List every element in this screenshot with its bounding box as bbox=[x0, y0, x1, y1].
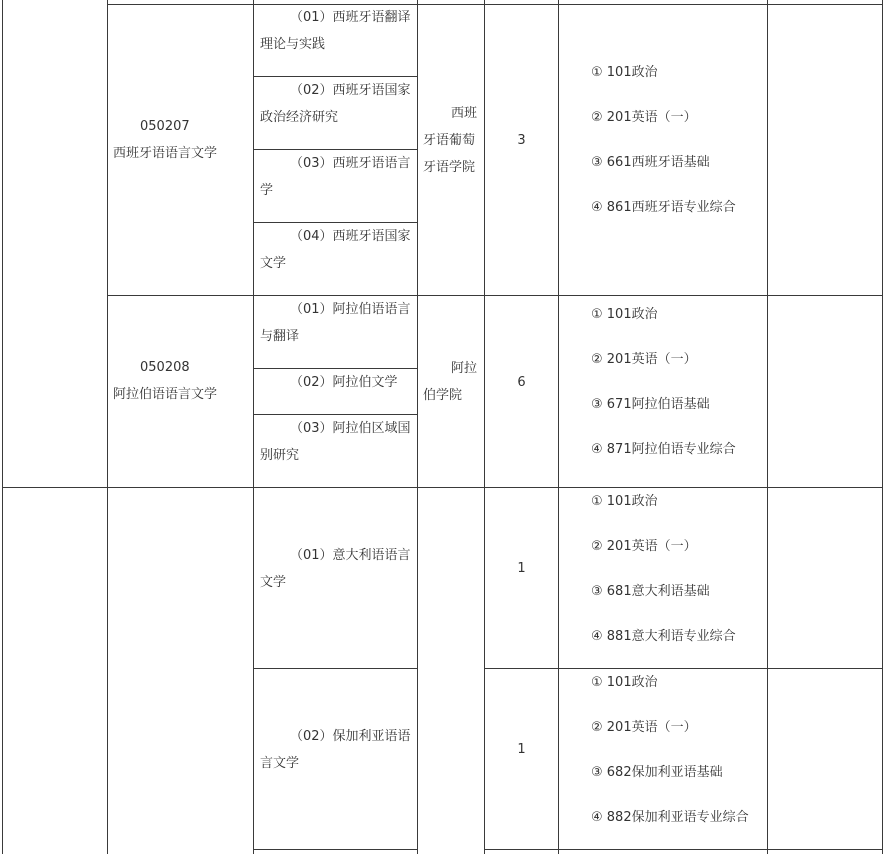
column-divider bbox=[107, 0, 108, 854]
school-line: 伯学院 bbox=[423, 388, 463, 403]
direction-line: （01）阿拉伯语语言 bbox=[290, 302, 411, 317]
column-divider bbox=[558, 0, 559, 854]
school-line: 牙语学院 bbox=[423, 160, 476, 175]
exam-subject: ③ 681意大利语基础 bbox=[591, 584, 710, 599]
exam-subject: ② 201英语（一） bbox=[591, 110, 697, 125]
direction-line: 学 bbox=[260, 183, 274, 198]
exam-subject: ② 201英语（一） bbox=[591, 539, 697, 554]
exam-subject: ③ 661西班牙语基础 bbox=[591, 155, 710, 170]
research-direction bbox=[260, 415, 411, 469]
direction-line: 与翻译 bbox=[260, 329, 300, 344]
exam-subject: ④ 861西班牙语专业综合 bbox=[591, 200, 736, 215]
research-direction bbox=[260, 4, 411, 58]
exam-subject: ④ 871阿拉伯语专业综合 bbox=[591, 442, 736, 457]
major-name: 阿拉伯语语言文学 bbox=[113, 387, 218, 402]
school-name bbox=[423, 355, 477, 409]
exam-subject: ④ 881意大利语专业综合 bbox=[591, 629, 736, 644]
exam-subject: ④ 882保加利亚语专业综合 bbox=[591, 810, 749, 825]
exam-subject: ② 201英语（一） bbox=[591, 720, 697, 735]
direction-line: （01）意大利语语言 bbox=[290, 548, 411, 563]
row-divider bbox=[107, 295, 883, 296]
row-divider bbox=[107, 4, 883, 5]
direction-line: （02）保加利亚语语 bbox=[290, 729, 411, 744]
direction-line: （02）西班牙语国家 bbox=[290, 83, 411, 98]
direction-line: （04）西班牙语国家 bbox=[290, 229, 411, 244]
direction-line: 文学 bbox=[260, 575, 287, 590]
table-border-right bbox=[882, 0, 883, 854]
enrollment-quota: 1 bbox=[517, 742, 526, 757]
exam-subject: ② 201英语（一） bbox=[591, 352, 697, 367]
research-direction bbox=[260, 542, 411, 596]
direction-line: （03）阿拉伯区域国 bbox=[290, 421, 411, 436]
direction-line: 政治经济研究 bbox=[260, 110, 339, 125]
row-divider bbox=[484, 849, 883, 850]
research-direction bbox=[260, 150, 411, 204]
exam-subject: ① 101政治 bbox=[591, 675, 658, 690]
direction-line: 言文学 bbox=[260, 756, 300, 771]
direction-line: （01）西班牙语翻译 bbox=[290, 10, 411, 25]
school-line: 阿拉 bbox=[451, 361, 478, 376]
major-code: 050207 bbox=[140, 119, 190, 134]
research-direction bbox=[260, 296, 411, 350]
research-direction bbox=[260, 223, 411, 277]
exam-subject: ③ 671阿拉伯语基础 bbox=[591, 397, 710, 412]
exam-subject: ① 101政治 bbox=[591, 65, 658, 80]
direction-line: 文学 bbox=[260, 256, 287, 271]
row-divider bbox=[484, 668, 883, 669]
exam-subject: ③ 682保加利亚语基础 bbox=[591, 765, 723, 780]
direction-line: （03）西班牙语语言 bbox=[290, 156, 411, 171]
column-divider bbox=[767, 0, 768, 854]
exam-subject: ① 101政治 bbox=[591, 307, 658, 322]
direction-line: 理论与实践 bbox=[260, 37, 326, 52]
school-line: 西班 bbox=[451, 106, 478, 121]
research-direction bbox=[260, 369, 398, 396]
exam-subject: ① 101政治 bbox=[591, 494, 658, 509]
school-name bbox=[423, 100, 477, 181]
major-code: 050208 bbox=[140, 360, 190, 375]
major-name: 西班牙语语言文学 bbox=[113, 146, 218, 161]
research-direction bbox=[260, 77, 411, 131]
column-divider bbox=[417, 0, 418, 854]
enrollment-quota: 6 bbox=[517, 375, 526, 390]
school-line: 牙语葡萄 bbox=[423, 133, 476, 148]
column-divider bbox=[253, 0, 254, 854]
row-divider bbox=[253, 849, 418, 850]
row-divider bbox=[2, 487, 883, 488]
research-direction bbox=[260, 723, 411, 777]
row-divider bbox=[253, 668, 418, 669]
enrollment-quota: 3 bbox=[517, 133, 526, 148]
table-border-left bbox=[2, 0, 3, 854]
direction-line: （02）阿拉伯文学 bbox=[290, 375, 398, 390]
direction-line: 别研究 bbox=[260, 448, 300, 463]
enrollment-quota: 1 bbox=[517, 561, 526, 576]
